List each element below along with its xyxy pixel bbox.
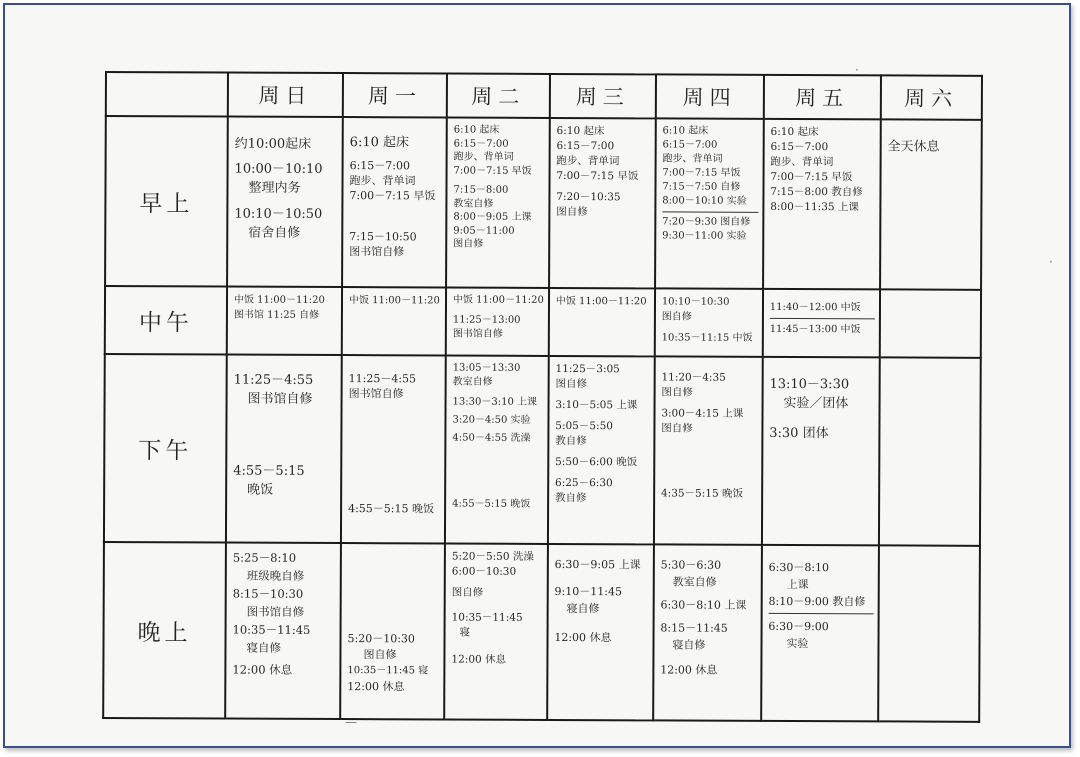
schedule-cell: [880, 289, 981, 357]
schedule-row-noon: [105, 286, 981, 358]
day-header: 周一: [343, 73, 447, 117]
ink-speck: ·: [1049, 255, 1053, 269]
schedule-cell: 11:40－12:00 中饭 11:45－13:00 中饭: [763, 289, 880, 358]
schedule-cell: 13:10－3:30 实验／团体 3:30 团体: [762, 357, 880, 546]
schedule-row-morning: [105, 116, 982, 290]
corner-cell: [106, 72, 228, 117]
schedule-cell: 6:10 起床 6:15－7:00 跑步、背单词 7:00－7:15 早饭 7:15－8:00 教室自修 8:00－9:05 上课 9:05－11:00 图自修: [446, 117, 550, 287]
day-header: 周三: [550, 74, 656, 118]
schedule-cell: 11:20－4:35 图自修 3:00－4:15 上课 图自修 4:35－5:15 晚饭: [654, 356, 763, 544]
row-label: 晚上: [103, 542, 226, 719]
schedule-cell: 11:25－4:55 图书馆自修 4:55－5:15 晚饭: [226, 355, 342, 544]
schedule-cell: 5:20－5:50 洗澡 6:00－10:30 图自修 10:35－11:45 寝 12:00 休息: [444, 543, 548, 719]
day-header: 周日: [228, 73, 343, 118]
schedule-cell: 5:30－6:30 教室自修 6:30－8:10 上课 8:15－11:45 寝自修 12:00 休息: [653, 544, 762, 720]
schedule-cell: 全天休息: [880, 119, 982, 289]
day-header: 周六: [881, 75, 982, 119]
schedule-cell: 5:25－8:10 班级晚自修 8:15－10:30 图书馆自修 10:35－11:45 寝自修 12:00 休息: [225, 543, 341, 720]
schedule-row-afternoon: [104, 354, 981, 546]
schedule-cell: 6:10 起床 6:15－7:00 跑步、背单词 7:00－7:15 早饭 7:15－8:00 教自修 8:00－11:35 上课: [763, 119, 881, 290]
schedule-cell: 11:25－4:55 图书馆自修 4:55－5:15 晚饭: [341, 355, 446, 543]
ink-speck: ·: [855, 63, 859, 77]
schedule-sheet: [105, 71, 983, 719]
ink-speck: —: [345, 715, 357, 729]
schedule-cell: 6:10 起床 6:15－7:00 跑步、背单词 7:00－7:15 早饭 7:20－10:35 图自修: [549, 118, 656, 288]
schedule-cell: 10:10－10:30 图自修 10:35－11:15 中饭: [655, 288, 763, 356]
row-label: 下午: [104, 354, 227, 543]
schedule-cell: 6:30－8:10 上课 8:10－9:00 教自修 6:30－9:00 实验: [761, 545, 879, 722]
schedule-cell: 中饭 11:00－11:20: [549, 288, 655, 356]
schedule-cell: [878, 545, 980, 721]
document-frame: [3, 3, 1071, 748]
schedule-cell: 6:30－9:05 上课 9:10－11:45 寝自修 12:00 休息: [547, 544, 654, 720]
schedule-cell: 5:20－10:30 图自修 10:35－11:45 寝 12:00 休息: [340, 543, 445, 719]
row-label: 中午: [105, 286, 227, 355]
schedule-cell: [879, 357, 981, 545]
schedule-cell: 中饭 11:00－11:20 11:25－13:00 图书馆自修: [446, 287, 549, 355]
day-header: 周五: [764, 75, 881, 120]
schedule-cell: 6:10 起床 6:15－7:00 跑步、背单词 7:00－7:15 早饭 7:15－7:50 自修 8:00－10:10 实验 7:20－9:30 图自修 9:30－11:00 实验: [655, 118, 764, 288]
row-label: 早上: [105, 116, 228, 287]
weekly-schedule-table: [102, 71, 983, 723]
schedule-cell: 13:05－13:30 教室自修 13:30－3:10 上课 3:20－4:50 实验 4:50－4:55 洗澡 4:55－5:15 晚饭: [445, 355, 549, 543]
header-row: [106, 72, 982, 120]
schedule-cell: 约10:00起床 10:00－10:10 整理内务 10:10－10:50 宿舍自修: [227, 117, 343, 288]
schedule-cell: 6:10 起床 6:15－7:00 跑步、背单词 7:00－7:15 早饭 7:15－10:50 图书馆自修: [342, 117, 447, 287]
schedule-cell: 11:25－3:05 图自修 3:10－5:05 上课 5:05－5:50 教自修 5:50－6:00 晚饭 6:25－6:30 教自修: [548, 356, 655, 544]
schedule-cell: 中饭 11:00－11:20: [342, 287, 446, 355]
day-header: 周四: [656, 74, 764, 118]
day-header: 周二: [447, 73, 550, 117]
schedule-row-evening: [103, 542, 980, 722]
schedule-cell: 中饭 11:00－11:20 图书馆 11:25 自修: [227, 287, 342, 356]
